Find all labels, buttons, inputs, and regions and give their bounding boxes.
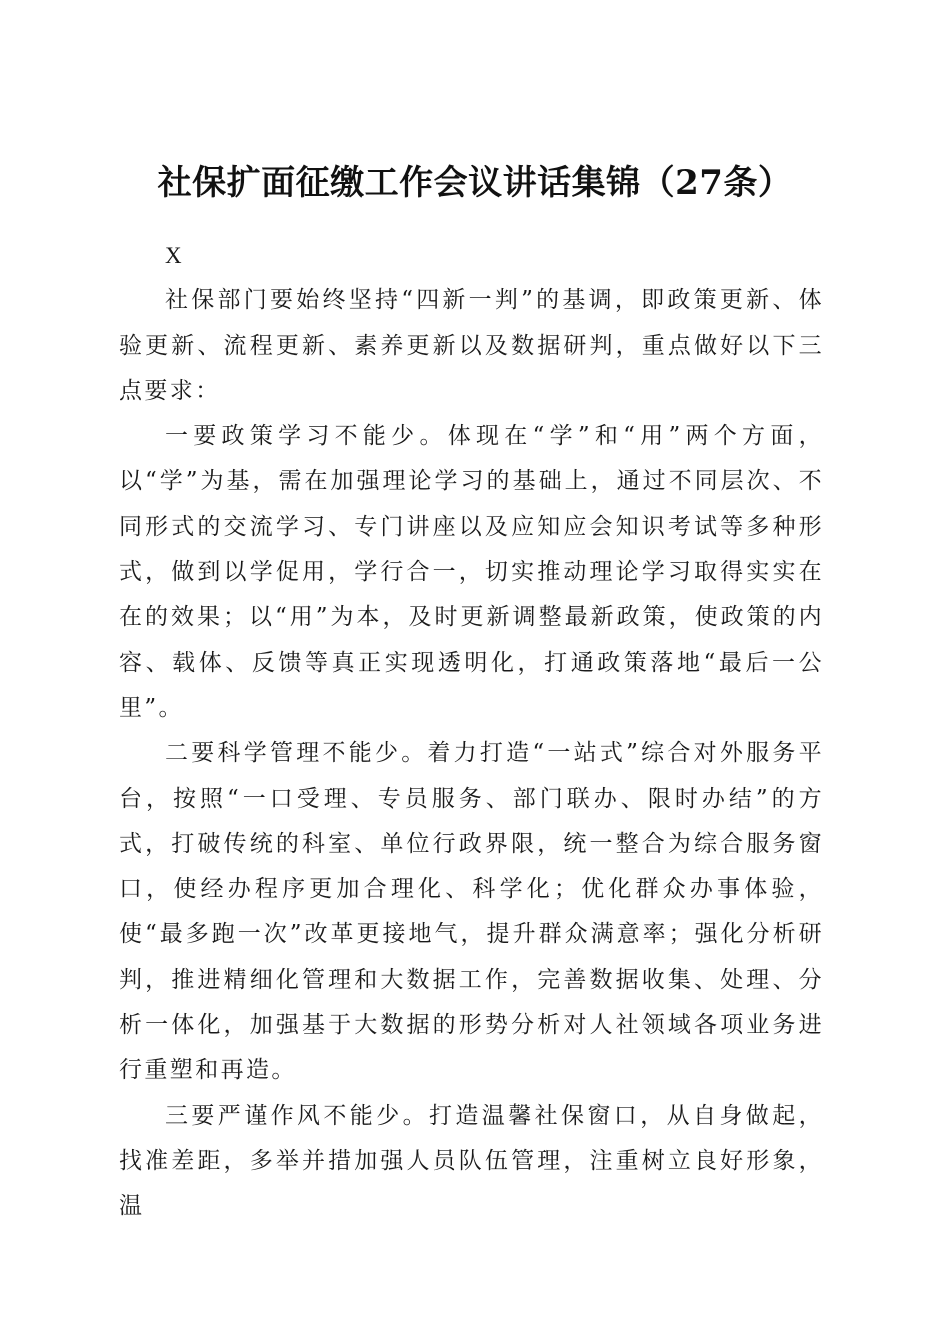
document-title: 社保扩面征缴工作会议讲话集锦（27条） — [157, 162, 793, 203]
paragraph-policy-study: 一要政策学习不能少。体现在“学”和“用”两个方面，以“学”为基，需在加强理论学习的基础上，通过不同层次、不同形式的交流学习、专门讲座以及应知应会知识考试等多种形式，做到以学促用，学行合一，切实推动理论学习取得实实在在的效果；以“用”为本，及时更新调整最新政策，使政策的内容、载体、反馈等真正实现透明化，打通政策落地“最后一公里”。 — [119, 423, 824, 721]
paragraph-work-style: 三要严谨作风不能少。打造温馨社保窗口，从自身做起，找准差距，多举并措加强人员队伍管理，注重树立良好形象，温 — [119, 1102, 824, 1220]
paragraph-intro: 社保部门要始终坚持“四新一判”的基调，即政策更新、体验更新、流程更新、素养更新以及数据研判，重点做好以下三点要求： — [119, 287, 824, 404]
paragraph-scientific-management: 二要科学管理不能少。着力打造“一站式”综合对外服务平台，按照“一口受理、专员服务、部门联办、限时办结”的方式，打破传统的科室、单位行政界限，统一整合为综合服务窗口，使经办程序更加合理化、科学化；优化群众办事体验，使“最多跑一次”改革更接地气，提升群众满意率；强化分析研判，推进精细化管理和大数据工作，完善数据收集、处理、分析一体化，加强基于大数据的形势分析对人社领域各项业务进行重塑和再造。 — [119, 740, 824, 1084]
document-body — [119, 233, 824, 1230]
section-marker: X — [165, 243, 182, 268]
